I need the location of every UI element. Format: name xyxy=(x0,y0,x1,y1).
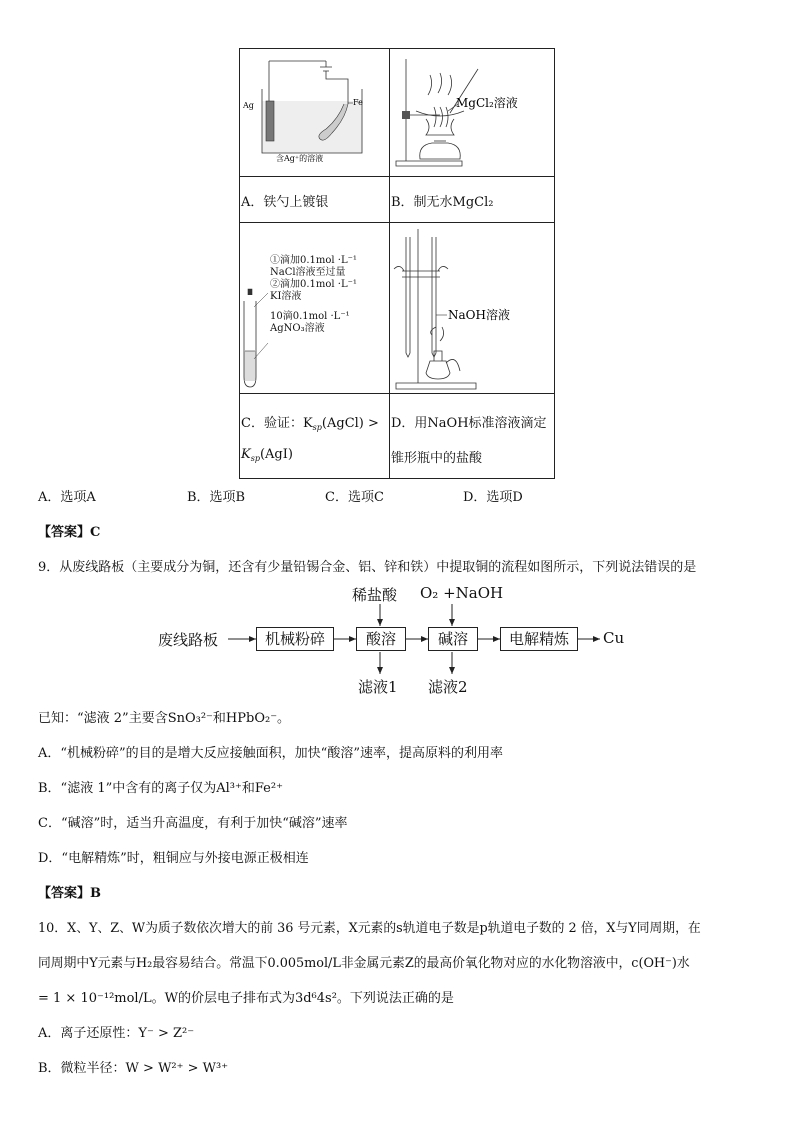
caption-c-text: (AgCl) > xyxy=(321,416,379,431)
caption-c-line1 xyxy=(241,412,379,431)
solution-label: 含Ag⁺的溶液 xyxy=(276,154,324,163)
electroplating-figure xyxy=(240,49,389,176)
annotation-line: ②滴加0.1mol ·L⁻¹ xyxy=(270,279,357,290)
ag-electrode-label: Ag xyxy=(243,101,254,110)
annotation-line: NaCl溶液至过量 xyxy=(270,267,346,278)
q8-option-d: D．选项D xyxy=(463,490,523,505)
caption-c-text: K xyxy=(241,447,251,462)
caption-d-line2: 锥形瓶中的盐酸 xyxy=(391,451,483,466)
annotation-line: ①滴加0.1mol ·L⁻¹ xyxy=(270,255,357,266)
caption-d-line1: D．用NaOH标准溶液滴定 xyxy=(391,416,547,431)
q9-option-b: B．“滤液 1”中含有的离子仅为Al³⁺和Fe²⁺ xyxy=(38,781,283,796)
naoh-solution-label: NaOH溶液 xyxy=(448,308,510,322)
caption-c-sub: sp xyxy=(312,423,322,432)
flow-step-alkali: 碱溶 xyxy=(428,627,478,651)
flow-step-electrolysis: 电解精炼 xyxy=(500,627,578,651)
caption-c-text: C．验证：K xyxy=(241,416,313,431)
annotation-line: KI溶液 xyxy=(270,291,302,302)
test-tube-annotations xyxy=(270,255,357,335)
q8-option-a: A．选项A xyxy=(38,490,96,505)
q10-option-a: A．离子还原性：Y⁻ > Z²⁻ xyxy=(38,1026,195,1041)
q8-option-b: B．选项B xyxy=(187,490,246,505)
table-divider xyxy=(240,176,554,177)
q8-answer: 【答案】C xyxy=(38,525,101,540)
flow-output-2: 滤液2 xyxy=(428,678,468,696)
flow-output-1: 滤液1 xyxy=(358,678,398,696)
flow-start: 废线路板 xyxy=(158,631,219,649)
table-divider xyxy=(240,393,554,394)
caption-b: B．制无水MgCl₂ xyxy=(391,195,494,210)
evaporation-figure xyxy=(390,49,554,176)
annotation-line: 10滴0.1mol ·L⁻¹ xyxy=(270,311,350,322)
flow-step-crushing: 机械粉碎 xyxy=(256,627,334,651)
q10-stem-line3: = 1 × 10⁻¹²mol/L。W的价层电子排布式为3d⁶4s²。下列说法正确的是 xyxy=(38,991,454,1006)
fe-electrode-label: Fe xyxy=(353,98,363,107)
flow-input-acid: 稀盐酸 xyxy=(352,586,398,604)
flow-input-alkali: O₂ +NaOH xyxy=(420,584,504,602)
q9-stem: 9．从废线路板（主要成分为铜，还含有少量铅锡合金、铝、锌和铁）中提取铜的流程如图所示，下列说法错误的是 xyxy=(38,560,697,575)
caption-c-text: (AgI) xyxy=(259,447,293,462)
annotation-line: AgNO₃溶液 xyxy=(270,323,325,334)
mgcl2-solution-label: MgCl₂溶液 xyxy=(456,96,518,110)
q9-option-c: C．“碱溶”时，适当升高温度，有利于加快“碱溶”速率 xyxy=(38,816,348,831)
flow-end: Cu xyxy=(603,629,625,647)
q10-option-b: B．微粒半径：W > W²⁺ > W³⁺ xyxy=(38,1061,229,1076)
q10-stem-line1: 10．X、Y、Z、W为质子数依次增大的前 36 号元素，X元素的s轨道电子数是p轨道电子数的 2 倍，X与Y同周期，在 xyxy=(38,921,701,936)
q10-stem-line2: 同周期中Y元素与H₂最容易结合。常温下0.005mol/L非金属元素Z的最高价氧化物对应的水化物溶液中，c(OH⁻)水 xyxy=(38,956,690,971)
q9-answer: 【答案】B xyxy=(38,886,101,901)
q9-option-d: D．“电解精炼”时，粗铜应与外接电源正极相连 xyxy=(38,851,309,866)
flow-step-acid: 酸溶 xyxy=(356,627,406,651)
q8-option-c: C．选项C xyxy=(325,490,384,505)
caption-c-sub: sp xyxy=(250,454,260,463)
apparatus-table xyxy=(239,48,555,479)
q9-known: 已知：“滤液 2”主要含SnO₃²⁻和HPbO₂⁻。 xyxy=(38,711,291,726)
q9-option-a: A．“机械粉碎”的目的是增大反应接触面积，加快“酸溶”速率，提高原料的利用率 xyxy=(38,746,503,761)
caption-a: A．铁勺上镀银 xyxy=(241,195,329,210)
caption-c-line2 xyxy=(241,447,293,462)
titration-figure xyxy=(390,223,554,393)
